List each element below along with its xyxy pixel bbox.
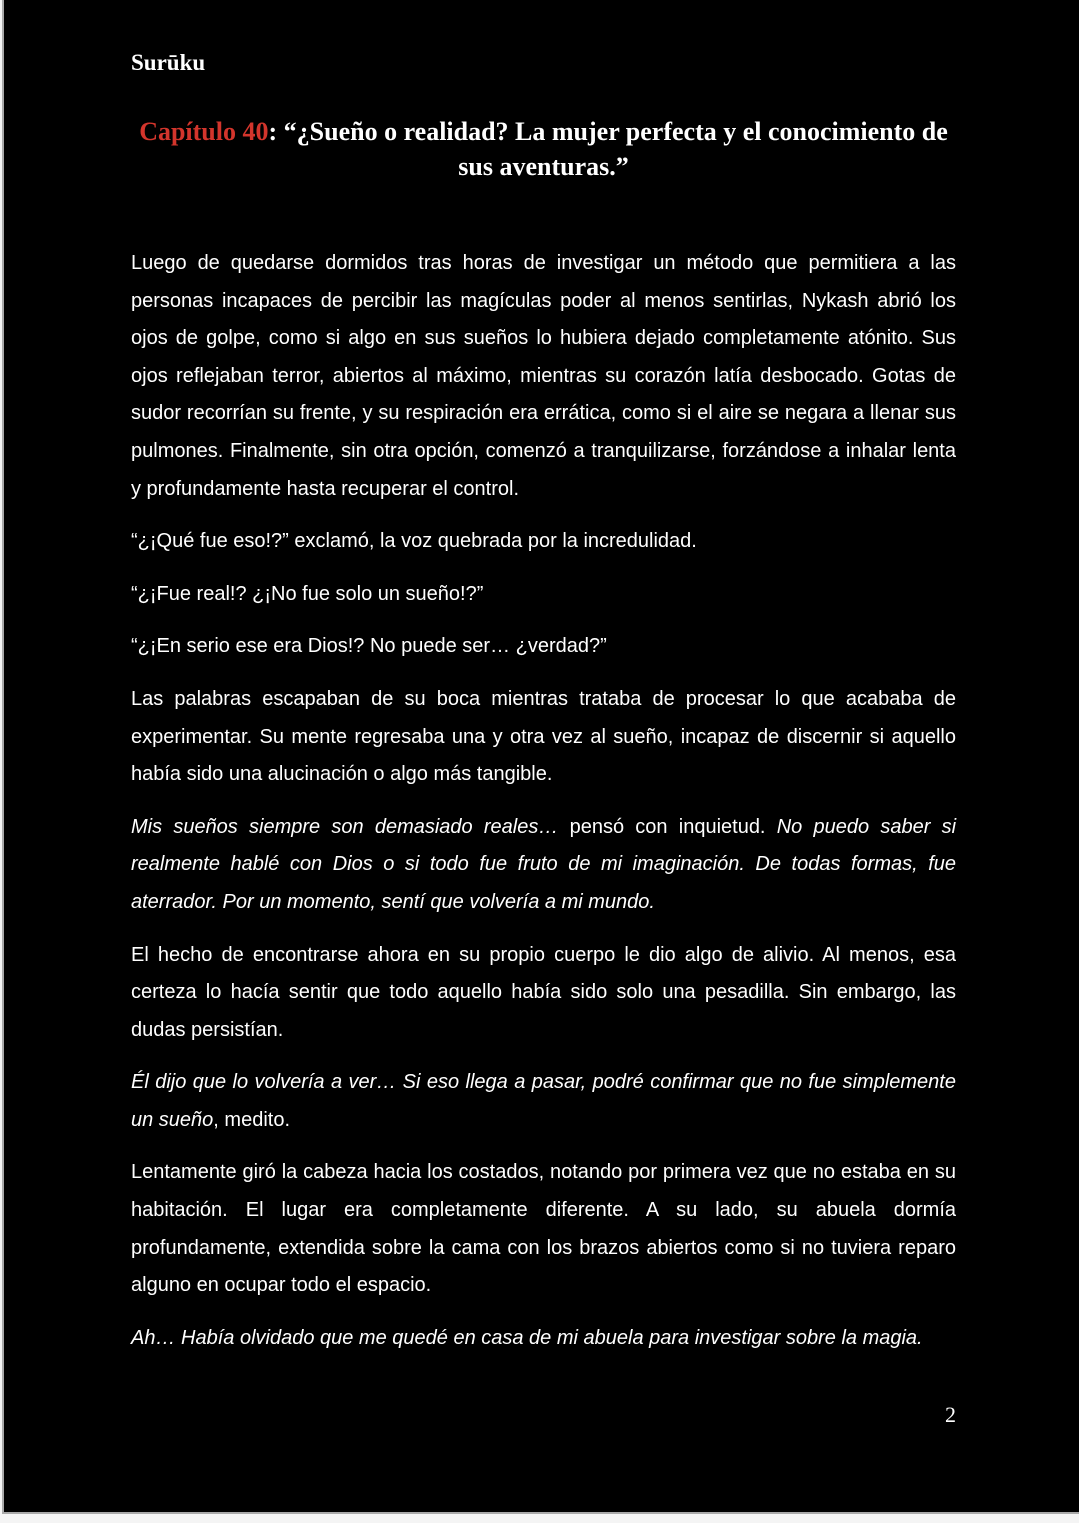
narration-text: , medito. bbox=[213, 1108, 290, 1131]
paragraph: Las palabras escapaban de su boca mientras trataba de procesar lo que acababa de experimentar. Su mente regresaba una y otra vez al sueño, incapaz de discernir si aquello había sido una alucinación o algo más tangible. bbox=[131, 687, 956, 786]
thought-text: Él dijo que lo volvería a ver… Si eso llega a pasar, podré confirmar que no fue simplemente un sueño bbox=[131, 1071, 956, 1131]
running-header-author: Surūku bbox=[131, 50, 206, 75]
paragraph: Luego de quedarse dormidos tras horas de investigar un método que permitiera a las personas incapaces de percibir las magículas poder al menos sentirlas, Nykash abrió los ojos de golpe, como si algo en sus sueños lo hubiera dejado completamente atónito. Sus ojos reflejaban terror, abiertos al máximo, mientras su corazón latía desbocado. Gotas de sudor recorrían su frente, y su respiración era errática, como si el aire se negara a llenar sus pulmones. Finalmente, sin otra opción, comenzó a tranquilizarse, forzándose a inhalar lenta y profundamente hasta recuperar el control. bbox=[131, 252, 956, 500]
thought-text: No puedo saber si realmente hablé con Dios o si todo fue fruto de mi imaginación. De todas formas, fue aterrador. Por un momento, sentí que volvería a mi mundo. bbox=[131, 815, 957, 913]
thought-text: Mis sueños siempre son demasiado reales… bbox=[131, 815, 559, 838]
document-page bbox=[2, 0, 1079, 1514]
narration-text: pensó con inquietud. bbox=[558, 815, 777, 838]
page-number: 2 bbox=[945, 1402, 956, 1427]
chapter-title-text: : “¿Sueño o realidad? La mujer perfecta y el conocimiento de sus aventuras.” bbox=[268, 117, 948, 181]
chapter-title bbox=[131, 114, 956, 184]
body-text bbox=[131, 245, 956, 1372]
dialogue-line: “¿¡Qué fue eso!?” exclamó, la voz quebrada por la incredulidad. bbox=[131, 530, 697, 553]
paragraph: El hecho de encontrarse ahora en su propio cuerpo le dio algo de alivio. Al menos, esa certeza lo hacía sentir que todo aquello había sido solo una pesadilla. Sin embargo, las dudas persistían. bbox=[131, 943, 956, 1041]
thought-paragraph bbox=[131, 1064, 956, 1139]
chapter-number: Capítulo 40 bbox=[139, 117, 269, 146]
dialogue-line: “¿¡Fue real!? ¿¡No fue solo un sueño!?” bbox=[131, 582, 484, 605]
thought-text: Ah… Había olvidado que me quedé en casa de mi abuela para investigar sobre la magia. bbox=[131, 1326, 923, 1349]
thought-paragraph bbox=[131, 809, 956, 922]
thought-paragraph bbox=[131, 1320, 956, 1358]
dialogue-line: “¿¡En serio ese era Dios!? No puede ser… ¿verdad?” bbox=[131, 635, 607, 658]
paragraph: Lentamente giró la cabeza hacia los costados, notando por primera vez que no estaba en su habitación. El lugar era completamente diferente. A su lado, su abuela dormía profundamente, extendida sobre la cama con los brazos abiertos como si no tuviera reparo alguno en ocupar todo el espacio. bbox=[131, 1161, 956, 1297]
